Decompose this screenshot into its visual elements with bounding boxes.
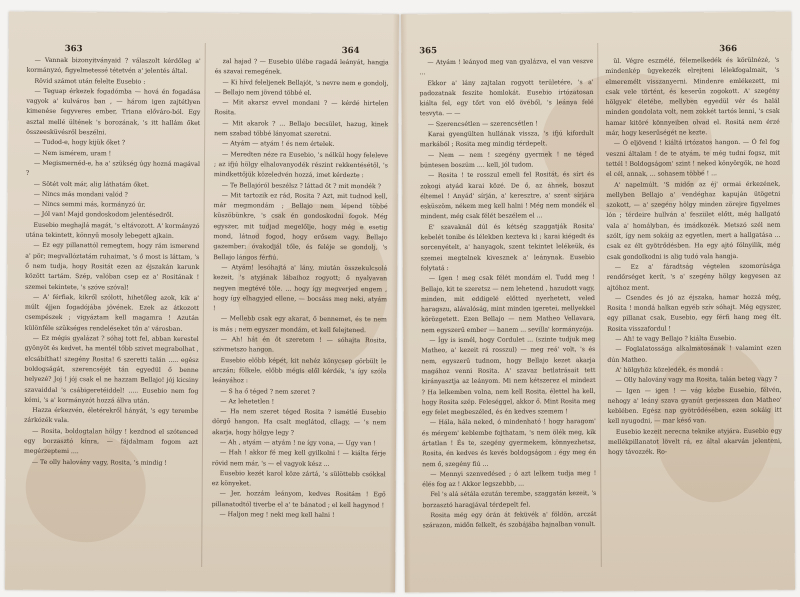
paragraph: Fel 's alá sétála ezután terembe, szaggatán kezeit, 's borzasztó haragjával térdepelt fel. [422,490,597,509]
page-366-text [605,40,783,581]
page-number-366: 366 [719,44,738,55]
paragraph: A' napelmúlt. 'S midőn az éj' ormai érkezének, mellyben Bellajo a' vendéghaz kapuján ütögetni szokott, — a' szegény hölgy minden zörejre figyelmes lón ; térdeire hullván a' fesziilet előtt, még hallgató vala a' homályban, és imádkozék. Metszó szél nem szólt, így nem sokáig az egyetlen, mert a hallgatása ... csak ez élt gyötrődésben. Ha egy ajtó fölnyilik, még csak gondolkodni is alig tudó vala hangja. [606,180,781,261]
paragraph: — S ha ő téged ? nem szeret ? [220,387,316,396]
paragraph: — Foglalatossága alkalmatosának ! valamint ezen dún Matheo. [607,345,782,364]
paragraph: — Ha nem szeret téged Rosita ? ismétlé Eusebio dörgő hangon. Ha csalt meglátod, cllagy, — 's nem akarja, hogy hölgye legy ? [212,408,387,437]
paragraph: — Olly halovány vagy ma Rosita, talán beteg vagy ? [615,375,778,385]
paragraph: Eusebio előbb képét, kit nehéz könycsep görbült le arczán; fölkele, előbb mégis elől kérdék, 's így szóla leányához : [212,356,387,385]
paragraph: — Nem — nem ! szegény gyermek ! ne téged büntesen boszúm .... kell, jól tudom. [420,150,594,170]
paragraph: — Ah! hát én őt szeretem ! — sóhajta Rosita, szivmetszo hangon. [212,336,387,354]
page-365-text [419,41,597,582]
paragraph: — Nem ismérem, uram ! [34,149,112,158]
paragraph: Rosita még egy órán át feküvék a' földön, arczát szárazon, midőn felkelt, és szobájába hajnalban vonult. [422,511,597,530]
paragraph: — Az lehetetlen ! [220,397,275,406]
paragraph: — Vannak bizonyitványaid ? válaszolt kérdőleg a' kormányzó, figyelmetessé tétetvén a' jelentés által. [26,56,201,76]
paragraph: — Atyám ! leányod meg van gyalázva, el van veszve ... [419,58,594,77]
paragraph: — Tudod-e, hogy kijük őket ? [34,139,126,147]
paragraph: — Ah , atyám — atyám ! ne így vona, — Ugy van ! [219,439,376,448]
paragraph: — Haljon meg ! neki meg kell halni ! [219,511,335,519]
paragraph: ül. Végre eszmélé, félemelkedék és körülnézé, 's mindenkép ügyekezék elrejteni lélekfogalmait, 's elmeremélt visszanyerni. Mindenre emlékezett, mi csak vele történt, és keserűn zogokott. A' szegény hölgyek' életébe, mellyben egyedül vér és halál minden gondolata volt, nem zokkét tartós lenni, 's csak hamar kitöré könnyeiben olvad el. Rositá nem érzé már, hogy keserűségét ne kezte. [605,56,780,138]
paragraph: — Meredten néze ra Eusebio, 's nélkül hogy feleleve ; az ifjú hölgy elhalovanyodék részint rekkentésétől, 's mindkettőjük közeledvén hozzá, imet kérdezte : [213,150,389,180]
page-364-text [211,41,389,582]
page-number-364: 364 [341,45,360,57]
paragraph: — Ez mégis gyalázat ? sóhaj tott fel, abban kerestel gyönyöt és kedvet, ha mentél tőbb szivet megrabolhat , elcsábíthat! szegény Rosita! 6 szeretti talán ..... egész boldogságát, szerencséjét tán egyedül ő benne helyezé? Joj ! jój csak el ne hazzam Bellajo! jój kicsiny szavaiddal 's csábigeretéiddel! ..... Eusebio nem fog kémi, 's a' kormányzót hozzá állva után. [24,334,199,405]
paragraph: — Ó eljövend ! kiáltá irtózatos hangon. — Ó fel fog veszni általam ! de te atyám, te még tudni fogsz, mit tettél ! Boldogságom' szint ! neked könyörgök, ne hozd el cél, annak, ... sohasem többé ! ... [605,139,781,179]
page-number-363: 363 [64,44,83,55]
paragraph: Eusebio kezét karol köze zártá, 's sülöttebb csókkal ez könyeket. [211,470,386,488]
paragraph: Ekkor a' lány zajtalan rogyott területére, 's a' padozatnak feszite homlokát. Eusebio irtózatosan kiálta fel, egy tőrt von elő övéből, 's leánya felé tesvyta. — — [419,78,594,118]
page-363-text [23,40,201,581]
paragraph: — Atyám! lesóhajtá a' lány, miután összekulcsolá kezeit, 's atyjának lábaihoz rogyott; ő nyalyavan negyen megtévé töle. ... hogy így megverjed engem , hogy így elhagyjed ellene, — bocsáss meg neki, atyám ! [212,264,388,313]
gutter-rule [201,43,206,567]
paragraph: Karai gyengülten hullának vissza, 's ifjú kifordult markából ; Rosita meg mindig térdepelt. [419,130,594,149]
left-sheet [5,12,399,593]
paragraph: — Hah ! akkor fé meg kell gyilkolni ! — kiálta férje rövid nem már, 's — el vagyok kész ... [211,449,386,468]
paragraph: Hazza érkezvén, életérekről hányát, 's egy terembe zárkózék vala. [24,406,199,425]
paragraph: A' hölgyhöz közeledék, és mondá : [615,366,724,374]
paragraph: — Igen — igen ! — vág közbe Eusebio, félvén, nehogy a' leány szava gyanút gerjesszen don Matheo' keblében. Egész nap gyötrődésében, ezen sokáig itt kell nyugodni, — mar késő van. [607,386,782,426]
paragraph: Rövid számot után felelte Eusebio : [34,77,146,86]
paragraph: — Rosita, boldogtalan hölgy ! kezdnod el szótenced egy borzasztó kínra, — fájdalmam fogom azt megérzeptemi .... [23,427,199,456]
paragraph: — Rosita ! te rosszul emeli fel Rositát, és sírt és zokogi atyád karai közé. De ő, az áhnek, boszut éltemel ! Anyád' sírján, a' keresztre, a' szent sírjára esküszöm, nékem meg kell halni ! Még nem mondék el mindent, még csak félét beszélem el ... [420,171,595,221]
paragraph: — Csendes és jó az éjszaka, hamar hozzá még, Rosita ! mondá halkan egyéb szív sóhajt. Még egyszer, egy pillanat csak, Eusebio, egy férfi hang meg élt. Rosita visszafordul ! [607,293,782,333]
paragraph: Eusebio meghajlá magát, 's eltávozott. A' kormányzó utána tekintett, könnyű mosoly lebegett ajkain. [25,221,200,240]
paragraph: — Mennyi szenvedésed ; ó azt lelkem tudja meg ! élés fog az ! Akkor legszebbb, ... [422,469,597,489]
left-sheet-spine-shadow [389,14,399,592]
paragraph: — Mellebb csak egy akarat, ő bennemet, és te nem is más ; nem egyszer mondám, et kell felejtened. [212,315,387,334]
paragraph: E' szavaknál dúl és kétség szaggatják Rosita' kebelét tonibe és lélekben kezteva ki ; karai kiégedt és sorcenyételt, a' hanyagok, szent tekintet lelékeük, és szemei megtelnek kivesznek a' leánynak. Eusebio folytatá : [420,222,595,273]
paragraph: Eusebio kezeit nerecna teknike atyjára. Eusebio egy mellékpillanatot lövelt rá, ez által akarván jelenteni, hogy távozzék. Ro- [607,427,783,457]
paragraph: zal hajad ? — Eusebio ülébe ragadá leányát, hangja és szavai remegének. [214,58,389,76]
paragraph: — Teguap érkezek fogadómba — hová én fogadása vagyok a' kulváros ban , — három igen zajtétlyen kimenése fegyveres ember, Triana előváro-ból. Egy asztal mellé ültének 's borozának, 's itt hallám őket összeesküvésről beszélni. [26,87,201,137]
paragraph: — Te olly halovány vagy, Rosita, 's mindig ! [31,458,167,467]
paragraph: — Igen ! meg csak félét mondám el. Tudd meg ! Bellajo, kit te szeretsz — nem lehetend , hazudott vagy, minden, mit eddigelé előtted nyerhetett, veled haragszu, alávalóság, mint minden igeretei, mellyekkel körözgetett. Ezen Bellajo — nem Matheo Vellavara, nem egyszerű ember — hanem ... sevilla' kormányzója. [420,274,596,334]
paragraph: — Jer, hozzám leányom, kedves Rositám ! Egő pillanatodtól tiverbe el a' te bánatod ; el kell hagynod ! [211,490,386,510]
paragraph: — Te Bellajóról beszélsz ? láttad őt ? mit mondék ? [221,181,382,190]
paragraph: — Ez egy pillanattól remegtem, hogy rám ismerend a' pör; megvallóztatám ruhaimat, 's ő most is láttam, 's ő nem tudja, hogy Rositát ezen az éjszakán karunk között tartám. Szép, valóban csep ez a' Rositának ! szemei tekintete, 's szóve szóval! [25,242,200,292]
paragraph: — Megismernéd-e, ha a' szükség úgy hozná magával ? [25,159,200,178]
paragraph: — Ez a' fáradtság végtelen szomorúsága rendőrséget kerít, 's a' szegény hölgy kegyesen az ajtóhoz ment. [606,262,781,292]
paragraph: — Nincs más mondani valód ? [33,190,128,199]
right-sheet [401,12,795,593]
paragraph: — Így is ismél, hogy Cordulet ... (szinte tudjuk meg Matheo, a' kezeit rá rosszul) — meg reá' volt, 's és nem, egyszerű tudnom, hogy Bellajo kezet akarja magához venni Rosita. A' szavaz betlatrásait tett kirányasztja az leányom. Mi nem kétszerez el mindezt ? Ha lelkemben volna, nem kell Rosita, élettel ha kell, hogy Rosita szép. Feleséggel, akkor ő. Mint Rosita meg egy felet megbeszéled, és én kedves szemem ! [421,336,596,417]
paragraph: — Szerencsétlen — szerencsétlen ! [427,120,538,128]
paragraph: — Hála, hála neked, ó mindenható ! hogy haragom' és mérgem' keblembe fojthatam, 's nem ölék meg, kik ártatlan ! És te, szegény gyermekem, könnyezhetsz, Rosita, én kedves és kevés boldogságom ; égy meg én nem ő, szegény fiú ... [421,418,597,468]
paragraph: — Nincs semmi más, kormányzó úr. [33,200,146,209]
paragraph: — Sötét volt már, alig láthatám őket. [33,180,149,189]
paragraph: — Mit tartozik ez rád, Rosita ? Azt, mit tudnod kell, már megmondám ; Bellajo nem lépend többé küszöbünkre, 's csak én gondoskodni fogok. Még egyszer, mit tudjad megelőlje, hogy még e esetig mond, látnod fogod, hogy erősem vagy. Bellajo gazember; óvakodjál tőle, és feléje se gondolj, 's Bellajo lángos férfiú. [213,191,388,262]
paragraph: — Jól van! Majd gondoskodom jelentésedről. [33,211,174,220]
paragraph: — Mit akarsz evvel mondani ? — kérdé hirtelen Rosita. [214,99,389,117]
page-number-365: 365 [419,46,438,57]
paragraph: — Mit akarok ? ... Bellajo becsület, hazug, kinek nem szabad többé lányomat szeretni. [214,119,389,138]
paragraph: — Atyám — atyám ! és nem értelek. [222,140,335,149]
paragraph: — A' férfiak, kikről szólott, hihetőleg azok, kik a' múlt éjjen fogadójába jövének. Ezek az átkozott csempészek ; vigyáztam kell magamra ! Azután különféle szükséges rendeléseket tőn a' városban. [24,293,200,333]
right-sheet-spine-shadow [401,14,411,592]
paragraph: — Ki hívd feleljenek Bellajót, 's nevre nem e gondolj, — Bellajo nem jövend többé el. [214,78,389,97]
paragraph: — Ah! te vagy Bellajo ? kiálta Eusebio. [615,335,737,343]
